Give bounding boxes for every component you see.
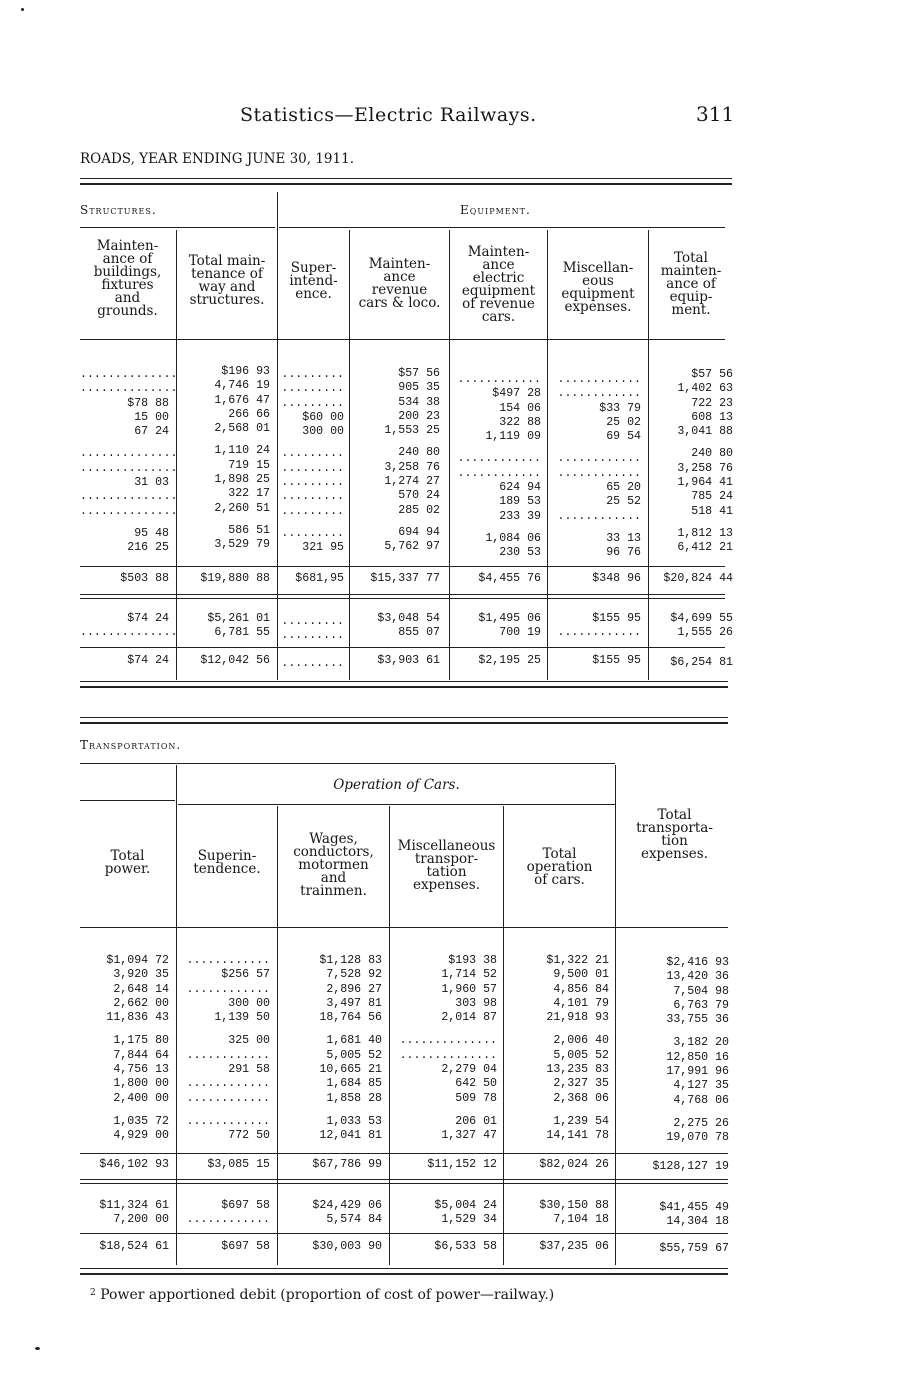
column-head: Total power.	[104, 848, 151, 877]
table-cell: 11,836 43	[106, 1011, 169, 1025]
data-column-wages	[282, 955, 382, 1145]
table-cell: 321 95	[302, 541, 344, 555]
rule	[80, 1183, 728, 1184]
total-cell: $128,127 19	[652, 1160, 729, 1173]
table-cell: $24,429 06	[312, 1199, 382, 1212]
table-cell: 570 24	[398, 489, 440, 503]
table-cell: 1,898 25	[214, 473, 270, 487]
table-cell: ............	[186, 1077, 270, 1091]
total-cell: $11,152 12	[427, 1158, 497, 1171]
group2-column	[280, 616, 344, 645]
table-cell: .........	[281, 447, 344, 461]
table-cell: 1,239 54	[553, 1114, 609, 1128]
total-cell: $67,786 99	[312, 1158, 382, 1171]
table-cell: 772 50	[228, 1129, 270, 1143]
table-cell: $60 00	[302, 410, 344, 424]
table-cell: 285 02	[398, 503, 440, 517]
table-cell: $1,094 72	[106, 954, 169, 967]
table-cell: $11,324 61	[99, 1199, 169, 1212]
table-cell: $497 28	[492, 387, 541, 401]
column-head: Miscellan- eous equipment expenses.	[561, 260, 635, 315]
data-column-revenue-cars	[352, 368, 440, 556]
table-cell: 1,714 52	[441, 968, 497, 982]
table-cell: 25 52	[606, 495, 641, 509]
table-cell: 189 53	[499, 495, 541, 509]
table-cell: 12,850 16	[666, 1050, 729, 1064]
table-cell: $2,416 93	[666, 956, 729, 969]
table-cell: $78 88	[127, 396, 169, 410]
table-cell: .........	[281, 526, 344, 540]
table-cell: 3,920 35	[113, 968, 169, 982]
group2-column	[180, 1200, 270, 1229]
table-cell: 1,676 47	[214, 393, 270, 407]
table-cell: ............	[186, 1048, 270, 1062]
table-cell: ............	[186, 982, 270, 996]
table-cell: 240 80	[398, 446, 440, 460]
table-cell: 1,110 24	[214, 444, 270, 458]
table-cell: 1,327 47	[441, 1129, 497, 1143]
table-cell: 21,918 93	[546, 1011, 609, 1025]
total-cell: $19,880 88	[200, 572, 270, 585]
table-cell: ............	[557, 373, 641, 386]
table-cell: ..............	[399, 1048, 497, 1062]
grand-total-cell: $30,003 90	[312, 1240, 382, 1253]
operation-heading: Operation of Cars.	[333, 777, 460, 793]
rule	[80, 647, 725, 648]
data-column-misc-transport	[393, 955, 497, 1145]
rule	[80, 717, 728, 718]
table-cell: 1,084 06	[485, 531, 541, 545]
table-cell: ............	[457, 452, 541, 466]
table-cell: ............	[557, 466, 641, 480]
data-column-misc-equipment	[550, 374, 641, 562]
table-cell: ............	[557, 509, 641, 523]
table-cell: $5,261 01	[207, 612, 270, 625]
table-cell: 855 07	[398, 626, 440, 640]
table-cell: .........	[281, 382, 344, 396]
table-cell: 1,529 34	[441, 1213, 497, 1227]
footnote	[90, 1287, 554, 1303]
rule	[80, 722, 728, 724]
table-cell: 6,781 55	[214, 626, 270, 640]
table-cell: 95 48	[134, 526, 169, 540]
table-cell: ..............	[80, 382, 178, 396]
table-cell: ..............	[80, 490, 178, 504]
total-cell: $503 88	[120, 572, 169, 585]
table-cell: 13,235 83	[546, 1063, 609, 1077]
table-cell: ............	[186, 1213, 270, 1227]
table-cell: 5,005 52	[326, 1048, 382, 1062]
data-column-total-transport	[620, 957, 729, 1147]
grand-total-cell: $12,042 56	[200, 654, 270, 667]
column-head: Mainten- ance of buildings, fixtures and grounds.	[93, 238, 162, 319]
table-cell: ............	[186, 1091, 270, 1105]
group2-column	[80, 612, 178, 642]
table-cell: $1,128 83	[319, 954, 382, 967]
table-cell: 17,991 96	[666, 1065, 729, 1079]
table-cell: 2,014 87	[441, 1011, 497, 1025]
footnote-marker: 2	[90, 1288, 96, 1298]
table-cell: 785 24	[691, 490, 733, 504]
table-cell: 65 20	[606, 481, 641, 495]
table-cell: $5,004 24	[434, 1199, 497, 1212]
table-cell: 4,768 06	[673, 1093, 729, 1107]
table-cell: ............	[457, 373, 541, 386]
rule	[80, 1153, 728, 1154]
table-cell: ............	[186, 954, 270, 967]
table-cell: 1,175 80	[113, 1034, 169, 1048]
group2-column	[550, 613, 641, 642]
table-cell: .........	[281, 476, 344, 490]
table-cell: ..............	[80, 626, 178, 640]
table-cell: $155 95	[592, 612, 641, 625]
table-cell: 4,127 35	[673, 1079, 729, 1093]
group2-column	[620, 1202, 729, 1231]
rule	[80, 598, 725, 599]
footnote-text: Power apportioned debit (proportion of cost of power—railway.)	[100, 1287, 555, 1303]
table-cell: ............	[457, 466, 541, 480]
table-cell: 3,258 76	[384, 460, 440, 474]
rule	[80, 227, 275, 228]
table-cell: 1,139 50	[214, 1011, 270, 1025]
rule	[80, 800, 175, 801]
table-cell: 322 17	[228, 487, 270, 501]
group2-column	[452, 613, 541, 642]
table-cell: 325 00	[228, 1034, 270, 1048]
table-cell: 291 58	[228, 1063, 270, 1077]
column-head: Miscellaneous transpor- tation expenses.	[397, 838, 496, 893]
table-cell: 9,500 01	[553, 968, 609, 982]
data-column-way-structures	[180, 366, 270, 554]
table-cell: $33 79	[599, 401, 641, 415]
table-cell: 905 35	[398, 381, 440, 395]
table-cell: ............	[557, 452, 641, 466]
column-divider	[176, 765, 177, 1265]
table-cell: 7,504 98	[673, 984, 729, 998]
table-cell: 233 39	[499, 509, 541, 523]
group2-column	[282, 1200, 382, 1229]
total-cell: $4,455 76	[478, 572, 541, 585]
table-cell: 1,960 57	[441, 982, 497, 996]
table-cell: 624 94	[499, 481, 541, 495]
table-cell: ..............	[80, 447, 178, 461]
table-cell: 4,856 84	[553, 982, 609, 996]
table-cell: 1,858 28	[326, 1091, 382, 1105]
data-column-superintendence	[180, 955, 270, 1145]
rule	[80, 686, 728, 688]
rule	[279, 227, 725, 228]
table-cell: 4,101 79	[553, 996, 609, 1010]
group2-column	[393, 1200, 497, 1229]
rule	[80, 183, 732, 185]
table-cell: 3,497 81	[326, 996, 382, 1010]
table-cell: 7,200 00	[113, 1213, 169, 1227]
table-cell: 1,402 63	[677, 382, 733, 396]
total-cell: $348 96	[592, 572, 641, 585]
grand-total-cell: $18,524 61	[99, 1240, 169, 1253]
data-column-operation-cars	[508, 955, 609, 1145]
column-head: Total operation of cars.	[526, 846, 593, 888]
table-cell: 1,681 40	[326, 1034, 382, 1048]
rule	[178, 804, 615, 805]
table-cell: ............	[557, 387, 641, 401]
table-cell: 5,005 52	[553, 1048, 609, 1062]
grand-total-cell: $3,903 61	[377, 654, 440, 667]
table-cell: $30,150 88	[539, 1199, 609, 1212]
table-cell: $196 93	[221, 365, 270, 378]
table-cell: 2,400 00	[113, 1091, 169, 1105]
table-cell: 1,033 53	[326, 1114, 382, 1128]
rule	[80, 566, 725, 567]
table-cell: 2,279 04	[441, 1063, 497, 1077]
table-cell: 4,746 19	[214, 379, 270, 393]
table-cell: 206 01	[455, 1114, 497, 1128]
table-cell: 2,568 01	[214, 422, 270, 436]
table-cell: 7,844 64	[113, 1048, 169, 1062]
page-speck	[35, 1347, 40, 1350]
group2-column	[352, 613, 440, 642]
table-cell: 1,964 41	[677, 476, 733, 490]
group2-column	[651, 613, 733, 642]
grand-total-cell: $37,235 06	[539, 1240, 609, 1253]
table-cell: 2,006 40	[553, 1034, 609, 1048]
running-title: Statistics—Electric Railways.	[240, 104, 537, 126]
table-cell: 18,764 56	[319, 1011, 382, 1025]
table-cell: 200 23	[398, 409, 440, 423]
data-column-superintendence	[280, 369, 344, 557]
table-cell: $697 58	[221, 1199, 270, 1212]
total-cell: $3,085 15	[207, 1158, 270, 1171]
table-cell: 534 38	[398, 395, 440, 409]
rule	[80, 178, 732, 179]
table-cell: ..............	[80, 504, 178, 518]
column-head: Mainten- ance electric equipment of revenue cars.	[461, 244, 536, 325]
table-cell: 1,684 85	[326, 1077, 382, 1091]
grand-total-cell: .........	[281, 657, 344, 670]
table-cell: ..............	[80, 461, 178, 475]
table-cell: $193 38	[448, 954, 497, 967]
table-cell: 4,929 00	[113, 1129, 169, 1143]
table-cell: 96 76	[606, 546, 641, 560]
table-cell: 4,756 13	[113, 1063, 169, 1077]
table-cell: 5,574 84	[326, 1213, 382, 1227]
table-cell: .........	[281, 629, 344, 643]
table-cell: $57 56	[398, 367, 440, 380]
table-cell: 33,755 36	[666, 1013, 729, 1027]
data-column-total-power	[80, 955, 169, 1145]
table-cell: 2,327 35	[553, 1077, 609, 1091]
table-cell: 608 13	[691, 410, 733, 424]
rule	[80, 763, 615, 764]
column-head: Super- intend- ence.	[289, 260, 338, 302]
table-cell: .........	[281, 490, 344, 504]
table-cell: 12,041 81	[319, 1129, 382, 1143]
table-cell: 154 06	[499, 401, 541, 415]
table-cell: 300 00	[228, 996, 270, 1010]
table-cell: 694 94	[398, 525, 440, 539]
table-cell: 6,763 79	[673, 998, 729, 1012]
rule	[80, 594, 725, 595]
table-cell: 722 23	[691, 396, 733, 410]
table-cell: 10,665 21	[319, 1063, 382, 1077]
rule	[80, 1233, 728, 1234]
table-cell: ............	[557, 626, 641, 640]
grand-total-cell: $6,533 58	[434, 1240, 497, 1253]
table-cell: 2,896 27	[326, 982, 382, 996]
table-cell: 719 15	[228, 458, 270, 472]
grand-total-cell: $74 24	[127, 654, 169, 667]
table-subtitle: ROADS, YEAR ENDING JUNE 30, 1911.	[80, 151, 354, 167]
table-cell: 31 03	[134, 476, 169, 490]
section-structures: Structures.	[80, 203, 157, 217]
table-cell: 230 53	[499, 546, 541, 560]
table-cell: 586 51	[228, 523, 270, 537]
table-cell: $1,322 21	[546, 954, 609, 967]
table-cell: .........	[281, 615, 344, 628]
column-head: Superin- tendence.	[193, 848, 261, 877]
total-cell: $681,95	[295, 572, 344, 585]
table-cell: 642 50	[455, 1077, 497, 1091]
table-cell: .........	[281, 396, 344, 410]
table-cell: 67 24	[134, 425, 169, 439]
grand-total-cell: $2,195 25	[478, 654, 541, 667]
table-cell: $4,699 55	[670, 612, 733, 625]
table-cell: 3,529 79	[214, 538, 270, 552]
section-equipment: Equipment.	[460, 203, 531, 217]
table-cell: 5,762 97	[384, 540, 440, 554]
total-cell: $20,824 44	[663, 572, 733, 585]
column-head: Mainten- ance revenue cars & loco.	[358, 256, 441, 311]
table-cell: 303 98	[455, 996, 497, 1010]
section-transportation: Transportation.	[80, 738, 182, 752]
table-cell: $41,455 49	[659, 1201, 729, 1214]
data-column-total-equipment	[651, 369, 733, 557]
data-column-electric-equipment	[452, 374, 541, 562]
table-cell: .........	[281, 504, 344, 518]
table-cell: 14,304 18	[666, 1215, 729, 1229]
rule	[80, 1273, 728, 1275]
column-head: Total transporta- tion expenses.	[636, 807, 713, 862]
table-cell: 3,041 88	[677, 425, 733, 439]
table-cell: 1,035 72	[113, 1114, 169, 1128]
rule	[80, 1268, 728, 1269]
table-cell: 13,420 36	[666, 970, 729, 984]
table-cell: ............	[186, 1114, 270, 1128]
table-cell: 300 00	[302, 425, 344, 439]
table-cell: 216 25	[127, 541, 169, 555]
rule	[80, 1179, 728, 1180]
table-cell: $57 56	[691, 368, 733, 381]
table-cell: .........	[281, 368, 344, 381]
table-cell: 7,528 92	[326, 968, 382, 982]
table-cell: 1,555 26	[677, 626, 733, 640]
table-cell: 2,275 26	[673, 1116, 729, 1130]
table-cell: 25 02	[606, 415, 641, 429]
table-cell: 700 19	[499, 626, 541, 640]
column-head: Wages, conductors, motormen and trainmen.	[293, 831, 374, 899]
table-cell: 1,812 13	[677, 526, 733, 540]
table-cell: 2,648 14	[113, 982, 169, 996]
table-cell: 15 00	[134, 410, 169, 424]
rule	[80, 927, 728, 928]
table-cell: 7,104 18	[553, 1213, 609, 1227]
table-cell: 1,800 00	[113, 1077, 169, 1091]
grand-total-cell: $6,254 81	[670, 656, 733, 669]
grand-total-cell: $697 58	[221, 1240, 270, 1253]
total-cell: $82,024 26	[539, 1158, 609, 1171]
table-cell: 6,412 21	[677, 541, 733, 555]
table-cell: 1,274 27	[384, 475, 440, 489]
table-cell: 266 66	[228, 407, 270, 421]
grand-total-cell: $155 95	[592, 654, 641, 667]
table-cell: 2,662 00	[113, 996, 169, 1010]
data-column-buildings	[80, 368, 178, 557]
table-cell: 1,119 09	[485, 430, 541, 444]
group2-column	[80, 1200, 169, 1229]
total-cell: $15,337 77	[370, 572, 440, 585]
table-cell: 509 78	[455, 1091, 497, 1105]
table-cell: 518 41	[691, 504, 733, 518]
table-cell: 322 88	[499, 415, 541, 429]
table-cell: $74 24	[127, 612, 169, 625]
table-cell: $1,495 06	[478, 612, 541, 625]
table-cell: ..............	[399, 1034, 497, 1048]
table-cell: 3,182 20	[673, 1036, 729, 1050]
page-number: 311	[696, 102, 735, 126]
column-head: Total mainten- ance of equip- ment.	[660, 250, 722, 318]
table-cell: .........	[281, 461, 344, 475]
table-cell: 240 80	[691, 447, 733, 461]
table-cell: 14,141 78	[546, 1129, 609, 1143]
table-cell: 1,553 25	[384, 424, 440, 438]
total-cell: $46,102 93	[99, 1158, 169, 1171]
group2-column	[180, 613, 270, 642]
table-cell: 33 13	[606, 531, 641, 545]
group2-column	[508, 1200, 609, 1229]
table-cell: 2,368 06	[553, 1091, 609, 1105]
table-cell: $256 57	[221, 968, 270, 982]
rule	[80, 681, 728, 682]
table-cell: 2,260 51	[214, 501, 270, 515]
table-cell: ..............	[80, 368, 178, 381]
grand-total-cell: $55,759 67	[659, 1242, 729, 1255]
table-cell: 3,258 76	[677, 461, 733, 475]
column-head: Total main- tenance of way and structures.	[188, 253, 266, 308]
table-cell: 19,070 78	[666, 1131, 729, 1145]
table-cell: $3,048 54	[377, 612, 440, 625]
table-cell: 69 54	[606, 430, 641, 444]
page-speck	[21, 8, 24, 11]
